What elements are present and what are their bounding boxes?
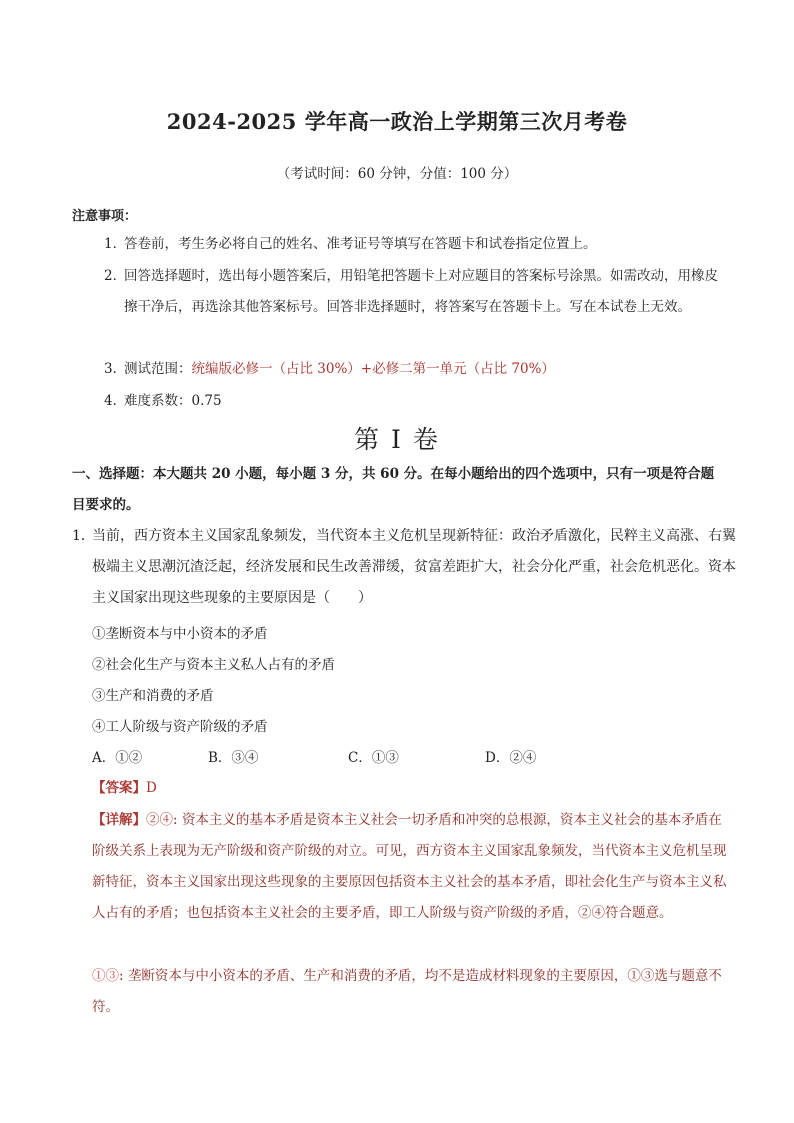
statement-option: ③生产和消费的矛盾 — [92, 688, 214, 704]
notice-item-number: 2． — [104, 268, 127, 284]
detail-text: : 资本主义的基本矛盾是资本主义社会一切矛盾和冲突的总根源，资本主义社会的基本矛盾在阶级关系上表现为无产阶级和资产阶级的对立。可见，西方资本主义国家乱象频发，当代资本主义危机呈现新特征，资本主义国家出现这些现象的主要原因包括资本主义社会的基本矛盾，即社会化生产与资本主义私人占有的矛盾；也包括资本主义社会的主要矛盾，即工人阶级与资产阶级的矛盾，②④符合题意。 — [92, 812, 727, 921]
choice-b: B．③④ — [208, 750, 259, 766]
answer-value: D — [146, 780, 157, 796]
notice-item-text: 答卷前，考生务必将自己的姓名、准考证号等填写在答题卡和试卷指定位置上。 — [124, 236, 597, 252]
statement-option: ④工人阶级与资产阶级的矛盾 — [92, 719, 268, 735]
answer-line — [92, 776, 157, 796]
exam-subtitle: （考试时间：60 分钟，分值：100 分） — [276, 166, 518, 182]
choice-a: A．①② — [92, 750, 143, 766]
notice-heading: 注意事项： — [72, 209, 138, 224]
notice-item-text — [104, 354, 724, 385]
section-title: 第 I 卷 — [354, 425, 440, 454]
part-heading: 一、选择题：本大题共 20 小题，每小题 3 分，共 60 分。在每小题给出的四个选项中，只有一项是符合题目要求的。 — [72, 466, 715, 513]
notice-item-2 — [104, 261, 724, 323]
statement-option: ②社会化生产与资本主义私人占有的矛盾 — [92, 657, 335, 673]
notice-item-number: 3． — [104, 361, 127, 377]
detail2-mark: ①③ — [92, 968, 119, 984]
question-number: 1． — [72, 528, 95, 544]
scope-prefix: 测试范围： — [124, 361, 192, 377]
explanation-paragraph-2 — [92, 961, 728, 1023]
choice-d: D．②④ — [485, 750, 537, 766]
scope-value: 统编版必修一（占比 30%）+必修二第一单元（占比 70%） — [191, 361, 555, 377]
choice-c: C．①③ — [348, 750, 399, 766]
notice-item-4 — [104, 386, 724, 417]
detail-mark: ②④ — [146, 812, 173, 828]
detail-tag: 【详解】 — [92, 812, 146, 828]
statement-option: ①垄断资本与中小资本的矛盾 — [92, 626, 268, 642]
notice-item-number: 4． — [104, 393, 127, 409]
notice-item-1 — [104, 229, 724, 260]
explanation-paragraph — [92, 805, 728, 929]
question-1 — [72, 521, 742, 614]
exam-title: 2024-2025 学年高一政治上学期第三次月考卷 — [166, 109, 628, 134]
answer-tag: 【答案】 — [92, 780, 146, 796]
detail2-text: : 垄断资本与中小资本的矛盾、生产和消费的矛盾，均不是造成材料现象的主要原因，①③选与题意不符。 — [92, 968, 722, 1015]
question-stem: 当前，西方资本主义国家乱象频发，当代资本主义危机呈现新特征：政治矛盾激化，民粹主义高涨、右翼极端主义思潮沉渣泛起，经济发展和民生改善滞缓，贫富差距扩大，社会分化严重，社会危机恶化。资本主义国家出现这些现象的主要原因是（ ） — [92, 528, 736, 606]
notice-item-text: 回答选择题时，选出每小题答案后，用铅笔把答题卡上对应题目的答案标号涂黑。如需改动，用橡皮擦干净后，再选涂其他答案标号。回答非选择题时，将答案写在答题卡上。写在本试卷上无效。 — [124, 268, 718, 315]
notice-item-3 — [104, 354, 724, 385]
notice-item-text: 难度系数：0.75 — [124, 393, 222, 409]
notice-item-number: 1． — [104, 236, 127, 252]
